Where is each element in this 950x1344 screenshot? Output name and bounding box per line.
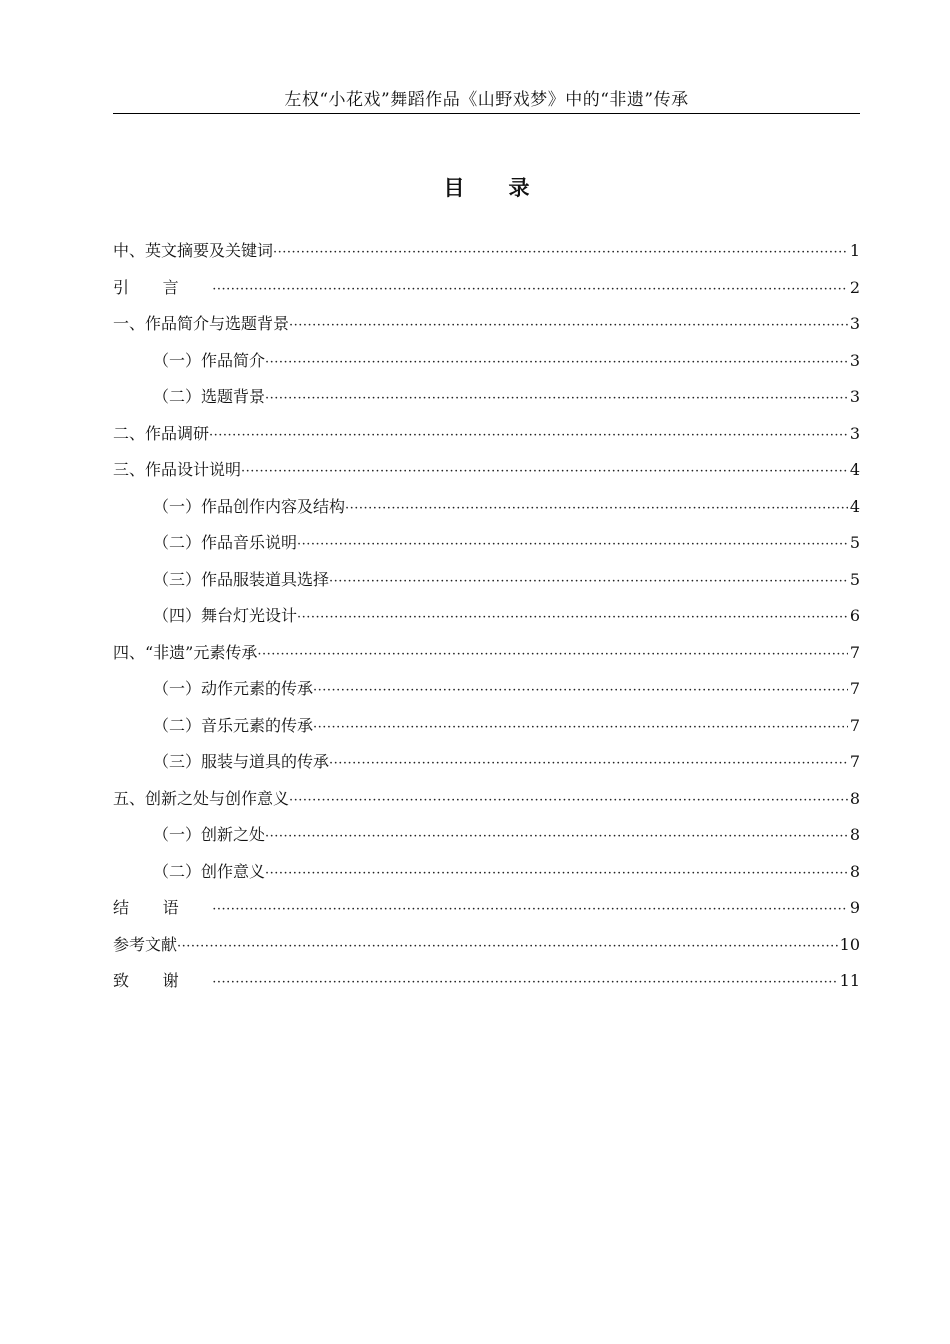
dot-leader [265, 856, 848, 893]
toc-entry[interactable] [113, 416, 860, 453]
dot-leader [212, 892, 848, 929]
toc-entry[interactable] [113, 635, 860, 672]
toc-entry-label: （一）作品创作内容及结构 [153, 496, 346, 516]
toc-entry-label: 三、作品设计说明 [113, 460, 242, 479]
dot-leader [212, 965, 837, 1002]
toc-entry[interactable] [113, 963, 860, 1000]
toc-entry-page: 4 [849, 460, 860, 479]
toc-entry-page: 7 [849, 715, 860, 735]
dot-leader [265, 345, 848, 382]
toc-entry-page: 4 [849, 496, 860, 516]
toc-entry[interactable] [113, 671, 860, 708]
toc-entry-page: 2 [849, 277, 860, 297]
toc-entry[interactable] [113, 270, 860, 307]
dot-leader [212, 272, 848, 309]
toc-entry-label: 致谢 [113, 971, 213, 990]
toc-entry-page: 11 [839, 971, 860, 990]
toc-entry-label: （二）音乐元素的传承 [153, 715, 314, 735]
toc-entry[interactable] [113, 525, 860, 562]
dot-leader [313, 673, 848, 710]
dot-leader [209, 418, 848, 455]
dot-leader [289, 308, 848, 345]
toc-entry-page: 3 [849, 314, 860, 333]
table-of-contents [113, 233, 860, 1000]
toc-entry[interactable] [113, 598, 860, 635]
dot-leader [273, 235, 848, 272]
toc-entry-page: 7 [849, 642, 860, 662]
toc-entry-page: 9 [849, 898, 860, 917]
toc-entry[interactable] [113, 306, 860, 343]
toc-entry-label: （二）选题背景 [153, 387, 266, 406]
toc-entry-label: （一）动作元素的传承 [153, 679, 314, 698]
toc-entry-page: 7 [849, 679, 860, 698]
toc-entry[interactable] [113, 379, 860, 416]
toc-entry-label: （三）服装与道具的传承 [153, 752, 330, 771]
toc-entry-page: 5 [849, 569, 860, 589]
toc-entry[interactable] [113, 744, 860, 781]
dot-leader [329, 564, 848, 601]
toc-entry-page: 5 [849, 533, 860, 552]
toc-entry[interactable] [113, 781, 860, 818]
toc-entry-label: 参考文献 [113, 934, 178, 954]
toc-entry-page: 6 [849, 606, 860, 625]
toc-entry-page: 10 [839, 934, 860, 954]
toc-title: 目录 [443, 175, 574, 200]
toc-entry-label: 结语 [113, 898, 213, 917]
toc-entry-page: 3 [849, 350, 860, 370]
toc-entry[interactable] [113, 817, 860, 854]
toc-entry-label: （二）创作意义 [153, 861, 266, 881]
dot-leader [177, 929, 838, 966]
toc-entry-label: 四、“非遗”元素传承 [113, 642, 258, 662]
toc-entry-page: 8 [849, 825, 860, 844]
dot-leader [329, 746, 848, 783]
toc-entry-page: 8 [849, 861, 860, 881]
toc-entry[interactable] [113, 890, 860, 927]
toc-entry-page: 3 [849, 387, 860, 406]
toc-entry-label: （二）作品音乐说明 [153, 533, 298, 552]
toc-entry-label: （一）作品简介 [153, 350, 266, 370]
dot-leader [265, 819, 848, 856]
toc-entry-label: （四）舞台灯光设计 [153, 606, 298, 625]
toc-entry[interactable] [113, 927, 860, 964]
toc-entry[interactable] [113, 452, 860, 489]
dot-leader [265, 381, 848, 418]
toc-entry-label: 中、英文摘要及关键词 [113, 241, 274, 260]
dot-leader [345, 491, 848, 528]
toc-entry[interactable] [113, 854, 860, 891]
toc-entry-page: 7 [849, 752, 860, 771]
dot-leader [313, 710, 848, 747]
toc-entry[interactable] [113, 343, 860, 380]
toc-entry[interactable] [113, 562, 860, 599]
toc-entry[interactable] [113, 708, 860, 745]
dot-leader [289, 783, 848, 820]
toc-entry-label: 五、创新之处与创作意义 [113, 788, 290, 808]
toc-entry[interactable] [113, 489, 860, 526]
toc-entry-label: （一）创新之处 [153, 825, 266, 844]
dot-leader [297, 527, 848, 564]
toc-entry-page: 3 [849, 423, 860, 443]
toc-entry-label: （三）作品服装道具选择 [153, 569, 330, 589]
toc-entry-label: 引言 [113, 277, 213, 297]
toc-entry-page: 8 [849, 788, 860, 808]
dot-leader [297, 600, 848, 637]
toc-entry[interactable] [113, 233, 860, 270]
toc-entry-page: 1 [849, 241, 860, 260]
toc-entry-label: 一、作品简介与选题背景 [113, 314, 290, 333]
dot-leader [257, 637, 847, 674]
toc-entry-label: 二、作品调研 [113, 423, 210, 443]
dot-leader [241, 454, 848, 491]
running-header: 左权“小花戏”舞蹈作品《山野戏梦》中的“非遗”传承 [113, 86, 860, 114]
